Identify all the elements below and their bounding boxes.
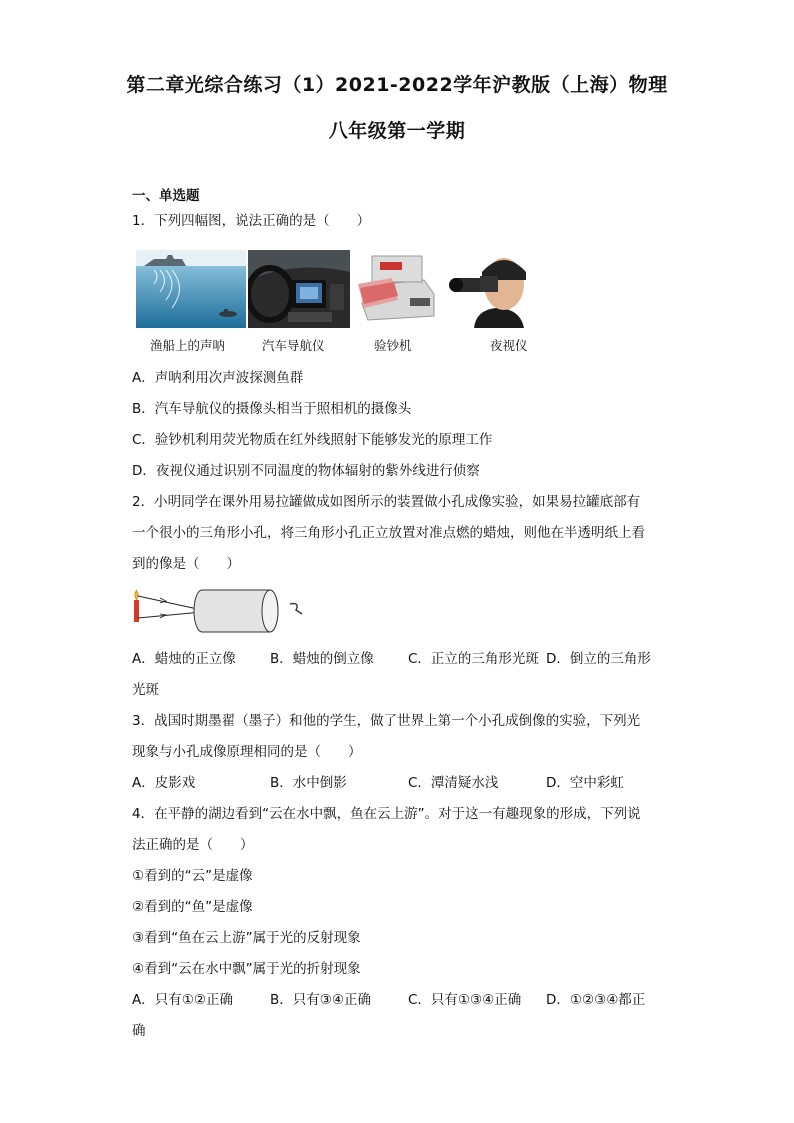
q2-stem-line-1: 2．小明同学在课外用易拉罐做成如图所示的装置做小孔成像实验，如果易拉罐底部有 [132,494,641,510]
q2-option-d-wrap: 光斑 [132,682,159,698]
q4-statement-3: ③看到“鱼在云上游”属于光的反射现象 [132,930,361,946]
q3-option-c: C．潭清疑水浅 [408,775,499,791]
q1-option-d: D．夜视仪通过识别不同温度的物体辐射的紫外线进行侦察 [132,463,480,479]
q2-option-d: D．倒立的三角形 [546,651,651,667]
q1-caption-navigation: 汽车导航仪 [262,338,325,353]
title-line-1: 第二章光综合练习（1）2021-2022学年沪教版（上海）物理 [126,74,668,96]
q3-stem-line-1: 3．战国时期墨翟（墨子）和他的学生，做了世界上第一个小孔成倒像的实验，下列光 [132,713,641,729]
q2-option-b: B．蜡烛的倒立像 [270,651,374,667]
q1-option-c: C．验钞机利用荧光物质在红外线照射下能够发光的原理工作 [132,432,493,448]
q4-option-d-wrap: 确 [132,1023,146,1039]
q3-option-d: D．空中彩虹 [546,775,624,791]
q1-option-a: A．声呐利用次声波探测鱼群 [132,370,304,386]
q1-caption-sonar: 渔船上的声呐 [150,338,226,353]
q1-stem: 1．下列四幅图，说法正确的是（ ） [132,213,371,229]
q4-statement-1: ①看到的“云”是虚像 [132,868,253,884]
q4-statement-2: ②看到的“鱼”是虚像 [132,899,253,915]
q2-option-c: C．正立的三角形光斑 [408,651,539,667]
q2-stem-line-3: 到的像是（ ） [132,556,240,572]
q1-caption-night-vision: 夜视仪 [490,338,528,353]
q4-option-d: D．①②③④都正 [546,992,646,1008]
q4-option-a: A．只有①②正确 [132,992,233,1008]
q2-option-a: A．蜡烛的正立像 [132,651,236,667]
q3-stem-line-2: 现象与小孔成像原理相同的是（ ） [132,744,362,760]
car-navigation-image [248,250,350,328]
q1-option-b: B．汽车导航仪的摄像头相当于照相机的摄像头 [132,401,412,417]
q4-statement-4: ④看到“云在水中飘”属于光的折射现象 [132,961,361,977]
title-line-2: 八年级第一学期 [328,120,466,142]
section-heading: 一、单选题 [132,188,200,204]
q3-option-b: B．水中倒影 [270,775,347,791]
q2-stem-line-2: 一个很小的三角形小孔，将三角形小孔正立放置对准点燃的蜡烛，则他在半透明纸上看 [132,525,645,541]
q4-stem-line-1: 4．在平静的湖边看到“云在水中飘，鱼在云上游”。对于这一有趣现象的形成，下列说 [132,806,641,822]
night-vision-image [446,250,542,328]
money-detector-image [354,250,440,328]
pinhole-camera-diagram [130,588,310,636]
q4-stem-line-2: 法正确的是（ ） [132,837,254,853]
q3-option-a: A．皮影戏 [132,775,196,791]
sonar-image [136,250,246,328]
q1-caption-detector: 验钞机 [374,338,412,353]
q4-option-b: B．只有③④正确 [270,992,371,1008]
q4-option-c: C．只有①③④正确 [408,992,522,1008]
